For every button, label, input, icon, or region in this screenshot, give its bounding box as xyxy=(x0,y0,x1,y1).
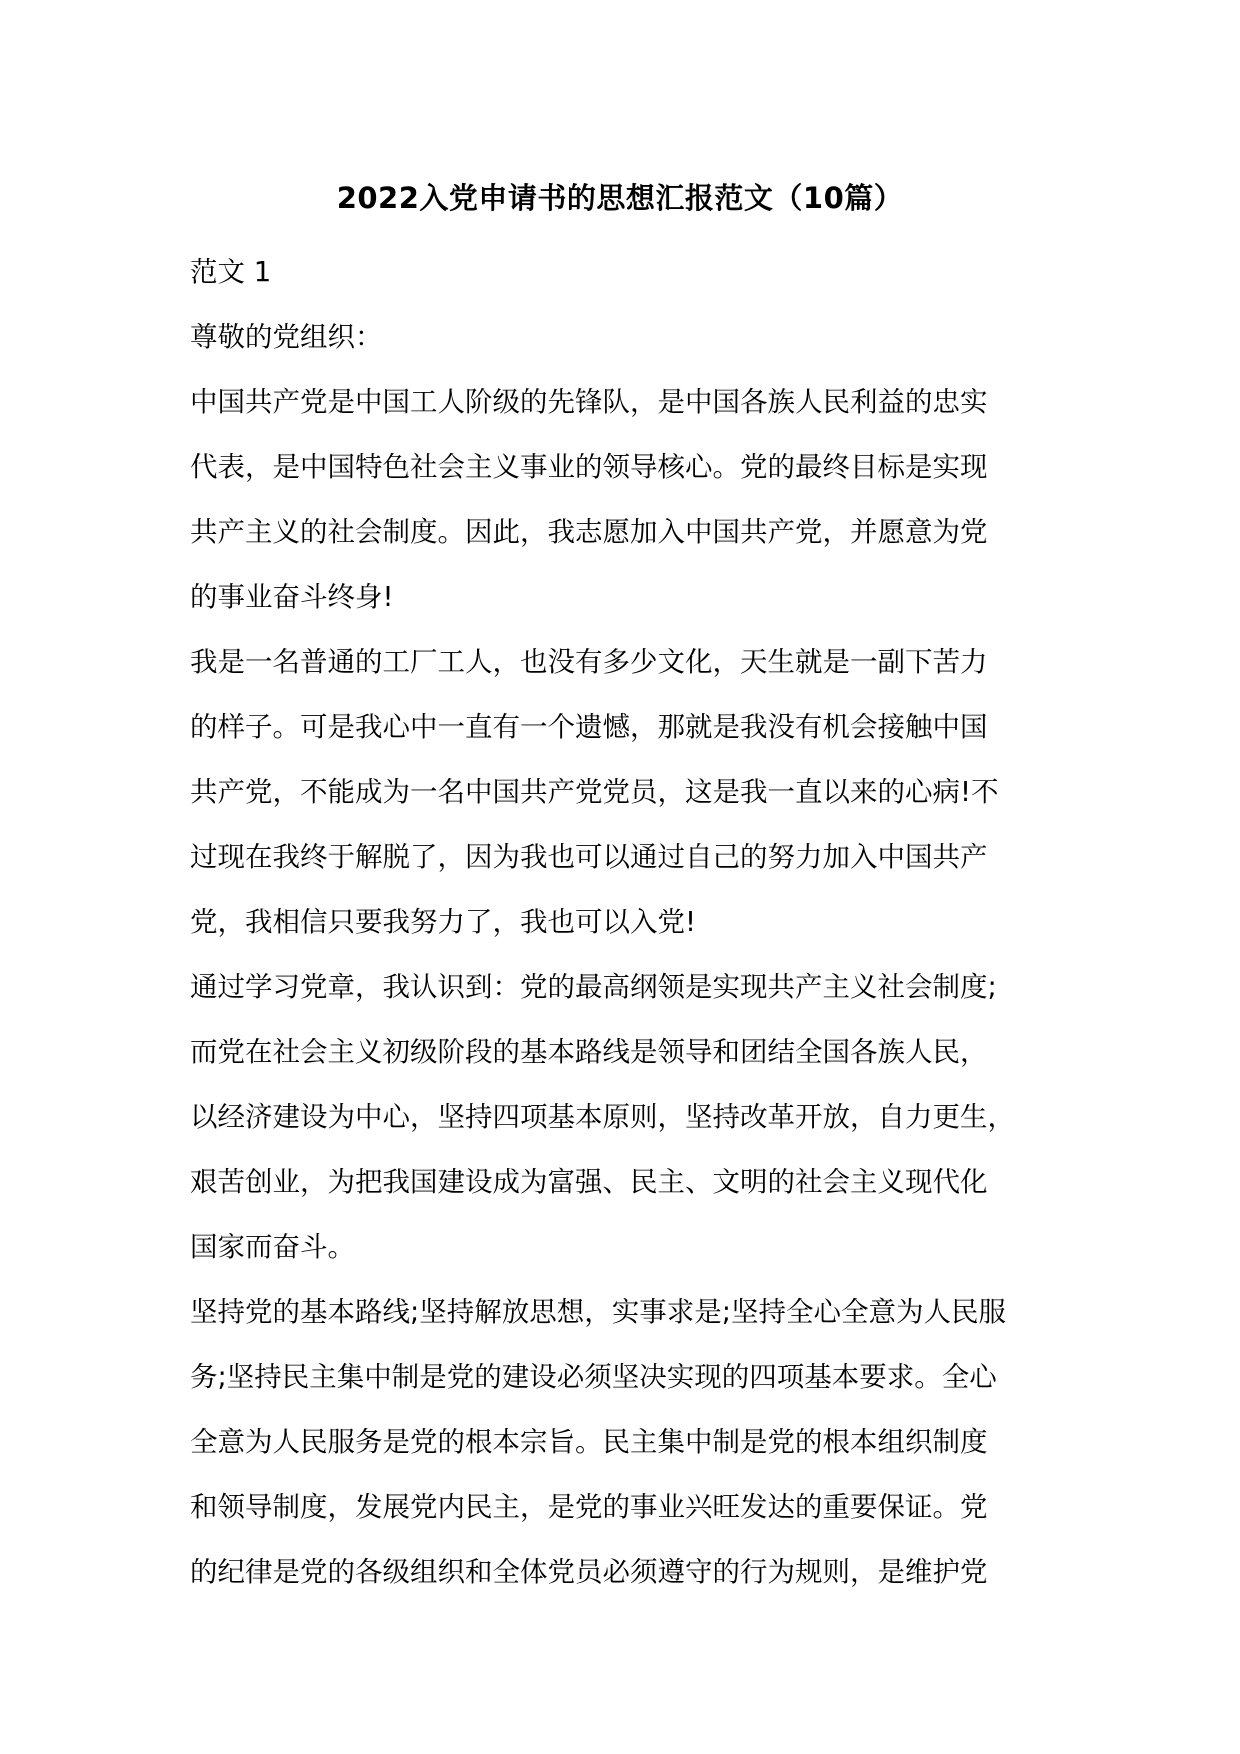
text-line: 坚持党的基本路线;坚持解放思想，实事求是;坚持全心全意为人民服 xyxy=(190,1296,1007,1328)
document-title: 2022入党申请书的思想汇报范文（10篇） xyxy=(336,181,904,215)
text-line: 的纪律是党的各级组织和全体党员必须遵守的行为规则，是维护党 xyxy=(190,1556,988,1588)
text-line: 尊敬的党组织： xyxy=(190,321,383,353)
text-line: 艰苦创业，为把我国建设成为富强、民主、文明的社会主义现代化 xyxy=(190,1166,988,1198)
text-line: 的样子。可是我心中一直有一个遗憾，那就是我没有机会接触中国 xyxy=(190,711,988,743)
text-line: 务;坚持民主集中制是党的建设必须坚决实现的四项基本要求。全心 xyxy=(190,1361,997,1393)
text-line: 过现在我终于解脱了，因为我也可以通过自己的努力加入中国共产 xyxy=(190,841,988,873)
text-line: 共产党，不能成为一名中国共产党党员，这是我一直以来的心病!不 xyxy=(190,776,999,808)
text-line: 范文 1 xyxy=(190,256,272,288)
document-body xyxy=(190,240,1090,1605)
text-line: 中国共产党是中国工人阶级的先锋队，是中国各族人民利益的忠实 xyxy=(190,386,988,418)
text-line: 国家而奋斗。 xyxy=(190,1231,355,1263)
text-line: 共产主义的社会制度。因此，我志愿加入中国共产党，并愿意为党 xyxy=(190,516,988,548)
text-line: 以经济建设为中心，坚持四项基本原则，坚持改革开放，自力更生， xyxy=(190,1101,1015,1133)
text-line: 和领导制度，发展党内民主，是党的事业兴旺发达的重要保证。党 xyxy=(190,1491,988,1523)
text-line: 通过学习党章，我认识到：党的最高纲领是实现共产主义社会制度; xyxy=(190,971,997,1003)
text-line: 而党在社会主义初级阶段的基本路线是领导和团结全国各族人民， xyxy=(190,1036,988,1068)
text-line: 党，我相信只要我努力了，我也可以入党! xyxy=(190,906,697,938)
text-line: 的事业奋斗终身! xyxy=(190,581,394,613)
text-line: 全意为人民服务是党的根本宗旨。民主集中制是党的根本组织制度 xyxy=(190,1426,988,1458)
text-line: 我是一名普通的工厂工人，也没有多少文化，天生就是一副下苦力 xyxy=(190,646,988,678)
text-line: 代表，是中国特色社会主义事业的领导核心。党的最终目标是实现 xyxy=(190,451,988,483)
